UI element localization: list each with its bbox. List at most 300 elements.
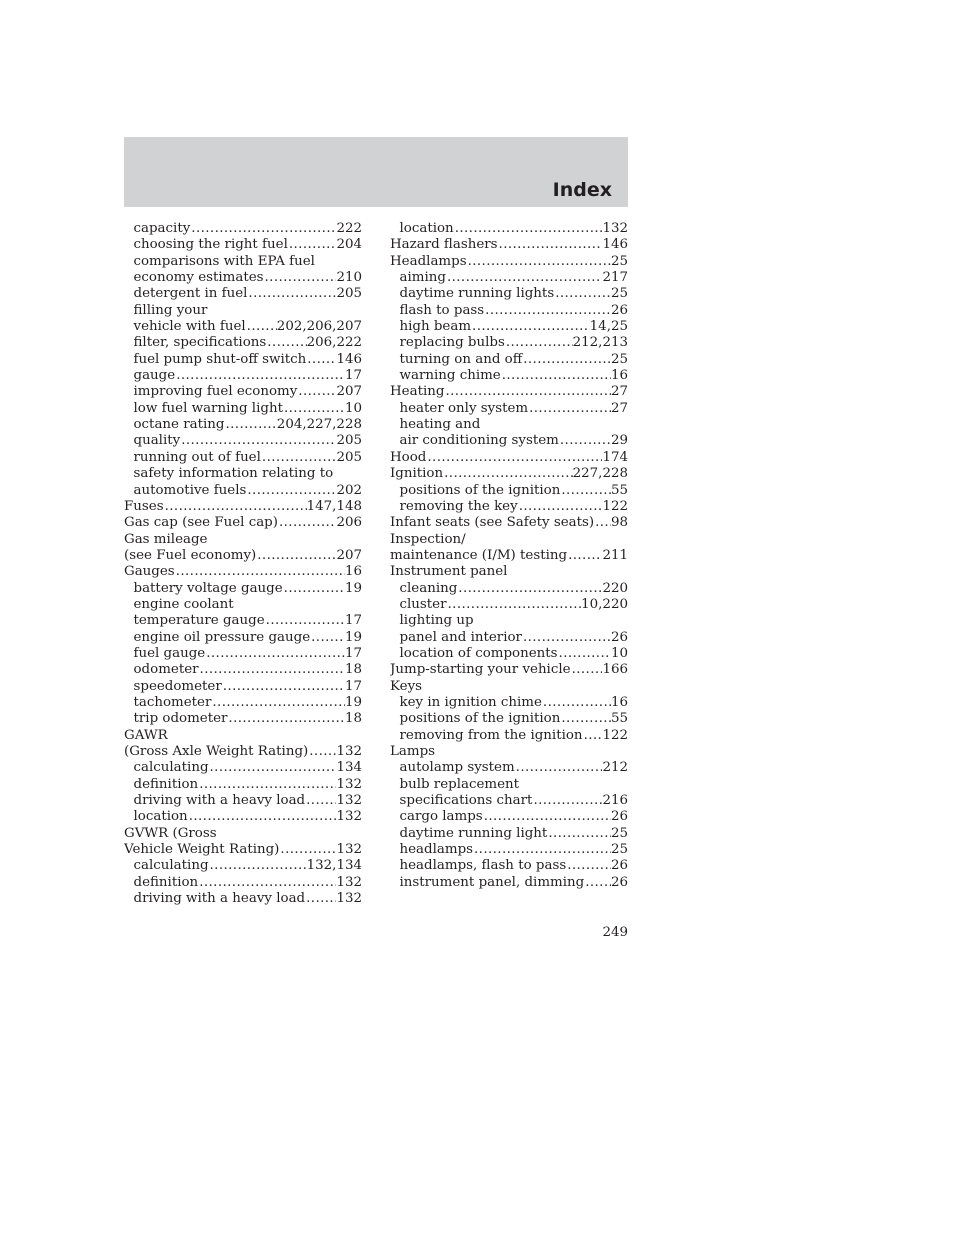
dot-leader bbox=[261, 450, 337, 466]
dot-leader bbox=[190, 221, 336, 237]
entry-term: (Gross Axle Weight Rating) bbox=[124, 744, 309, 759]
entry-term: air conditioning system bbox=[399, 433, 559, 449]
entry-term: maintenance (I/M) testing bbox=[390, 547, 568, 563]
entry-page-refs: 147,148 bbox=[306, 498, 362, 514]
entry-term: Keys bbox=[390, 678, 423, 694]
entry-term: key in ignition chime bbox=[399, 694, 542, 710]
entry-term: positions of the ignition bbox=[399, 482, 561, 498]
index-entry bbox=[390, 450, 628, 466]
index-subentry bbox=[124, 335, 362, 351]
entry-page-refs: 10,220 bbox=[581, 596, 628, 612]
entry-term: economy estimates bbox=[133, 270, 264, 286]
entry-term: calculating bbox=[133, 858, 209, 874]
dot-leader bbox=[175, 564, 345, 580]
section-title: Index bbox=[552, 179, 612, 201]
dot-leader bbox=[547, 826, 611, 842]
entry-term: cluster bbox=[399, 596, 447, 612]
index-subentry bbox=[124, 662, 362, 678]
index-subentry bbox=[124, 417, 362, 433]
index-entry bbox=[390, 679, 628, 695]
entry-term: quality bbox=[133, 433, 181, 449]
entry-page-refs: 19 bbox=[344, 629, 362, 645]
dot-leader bbox=[501, 368, 611, 384]
entry-page-refs: 212,213 bbox=[572, 335, 628, 351]
index-subentry bbox=[124, 483, 362, 499]
entry-term: heating and bbox=[399, 417, 481, 433]
entry-term: aiming bbox=[399, 270, 446, 286]
entry-page-refs: 25 bbox=[610, 842, 628, 858]
entry-page-refs: 202 bbox=[336, 482, 362, 498]
dot-leader bbox=[288, 237, 337, 253]
entry-term: detergent in fuel bbox=[133, 286, 248, 302]
entry-term: positions of the ignition bbox=[399, 711, 561, 727]
entry-term: Gas cap (see Fuel cap) bbox=[124, 515, 278, 531]
index-subentry bbox=[124, 433, 362, 449]
dot-leader bbox=[308, 744, 336, 760]
entry-term: driving with a heavy load bbox=[133, 891, 306, 907]
entry-term: odometer bbox=[133, 662, 199, 678]
dot-leader bbox=[222, 679, 345, 695]
entry-page-refs: 132 bbox=[336, 744, 362, 759]
dot-leader bbox=[560, 483, 611, 499]
section-header-bar bbox=[124, 137, 628, 207]
index-entry bbox=[124, 826, 362, 842]
dot-leader bbox=[528, 401, 611, 417]
index-entry bbox=[390, 532, 628, 548]
entry-page-refs: 98 bbox=[610, 515, 628, 531]
entry-page-refs: 25 bbox=[610, 253, 628, 269]
dot-leader bbox=[278, 515, 336, 531]
dot-leader bbox=[566, 858, 611, 874]
entry-term: gauge bbox=[133, 368, 176, 384]
index-subentry bbox=[124, 630, 362, 646]
index-subentry bbox=[124, 401, 362, 417]
entry-page-refs: 205 bbox=[336, 449, 362, 465]
entry-page-refs: 17 bbox=[344, 645, 362, 661]
entry-page-refs: 26 bbox=[610, 874, 628, 890]
entry-term: low fuel warning light bbox=[133, 400, 283, 416]
dot-leader bbox=[297, 384, 336, 400]
entry-term: speedometer bbox=[133, 678, 222, 694]
dot-leader bbox=[471, 319, 590, 335]
dot-leader bbox=[554, 286, 611, 302]
entry-term: Jump-starting your vehicle bbox=[390, 662, 571, 678]
entry-page-refs: 132 bbox=[336, 793, 362, 809]
dot-leader bbox=[227, 711, 345, 727]
entry-term: engine coolant bbox=[133, 596, 234, 612]
index-subentry bbox=[124, 254, 362, 270]
index-subentry bbox=[390, 433, 628, 449]
entry-page-refs: 204,227,228 bbox=[276, 417, 362, 433]
entry-term: filter, specifications bbox=[133, 335, 267, 351]
dot-leader bbox=[443, 466, 573, 482]
index-entry bbox=[390, 515, 628, 531]
index-subentry bbox=[390, 303, 628, 319]
index-subentry bbox=[390, 809, 628, 825]
index-subentry bbox=[124, 581, 362, 597]
entry-term: instrument panel, dimming bbox=[399, 874, 585, 890]
entry-term: lighting up bbox=[399, 613, 474, 629]
entry-term: safety information relating to bbox=[133, 466, 334, 482]
index-subentry bbox=[390, 270, 628, 286]
dot-leader bbox=[264, 270, 337, 286]
index-subentry bbox=[124, 793, 362, 809]
entry-term: fuel gauge bbox=[133, 645, 206, 661]
entry-page-refs: 18 bbox=[344, 711, 362, 727]
dot-leader bbox=[306, 352, 336, 368]
entry-term: location bbox=[399, 221, 454, 236]
entry-term: removing from the ignition bbox=[399, 727, 583, 743]
dot-leader bbox=[209, 760, 337, 776]
entry-term: headlamps, flash to pass bbox=[399, 858, 567, 874]
entry-term: Hood bbox=[390, 449, 427, 465]
index-subentry bbox=[390, 499, 628, 515]
index-subentry bbox=[390, 826, 628, 842]
index-subentry bbox=[124, 711, 362, 727]
entry-page-refs: 166 bbox=[602, 662, 628, 678]
entry-term: location bbox=[133, 809, 188, 825]
entry-page-refs: 146 bbox=[336, 351, 362, 367]
entry-page-refs: 132 bbox=[336, 809, 362, 825]
entry-term: Vehicle Weight Rating) bbox=[124, 842, 280, 858]
entry-term: heater only system bbox=[399, 400, 529, 416]
entry-page-refs: 216 bbox=[602, 793, 628, 809]
index-subentry bbox=[124, 646, 362, 662]
index-entry bbox=[124, 532, 362, 548]
entry-page-refs: 227,228 bbox=[572, 466, 628, 482]
index-subentry bbox=[124, 760, 362, 776]
entry-term: cargo lamps bbox=[399, 809, 483, 825]
entry-term: Lamps bbox=[390, 744, 436, 759]
dot-leader bbox=[483, 809, 611, 825]
entry-term: (see Fuel economy) bbox=[124, 547, 257, 563]
dot-leader bbox=[505, 335, 573, 351]
index-entry bbox=[390, 744, 628, 760]
entry-page-refs: 55 bbox=[610, 711, 628, 727]
entry-term: temperature gauge bbox=[133, 613, 265, 629]
index-subentry bbox=[390, 842, 628, 858]
entry-page-refs: 14,25 bbox=[589, 319, 628, 335]
dot-leader bbox=[305, 793, 336, 809]
entry-term: replacing bulbs bbox=[399, 335, 505, 351]
index-subentry bbox=[390, 417, 628, 433]
entry-page-refs: 205 bbox=[336, 433, 362, 449]
index-subentry bbox=[124, 384, 362, 400]
dot-leader bbox=[175, 368, 345, 384]
index-subentry bbox=[124, 695, 362, 711]
entry-term: tachometer bbox=[133, 694, 212, 710]
entry-page-refs: 16 bbox=[610, 694, 628, 710]
entry-term: calculating bbox=[133, 760, 209, 776]
index-subentry bbox=[124, 319, 362, 335]
dot-leader bbox=[457, 581, 602, 597]
index-subentry bbox=[390, 221, 628, 237]
index-subentry bbox=[124, 679, 362, 695]
index-entry bbox=[390, 384, 628, 400]
dot-leader bbox=[583, 728, 603, 744]
entry-term: headlamps bbox=[399, 842, 474, 858]
index-subentry bbox=[124, 450, 362, 466]
entry-page-refs: 27 bbox=[610, 400, 628, 416]
entry-term: warning chime bbox=[399, 368, 501, 384]
index-subentry bbox=[390, 352, 628, 368]
index-subentry bbox=[124, 237, 362, 253]
entry-term: Ignition bbox=[390, 466, 444, 482]
entry-page-refs: 25 bbox=[610, 286, 628, 302]
entry-page-refs: 29 bbox=[610, 433, 628, 449]
index-subentry bbox=[390, 401, 628, 417]
entry-page-refs: 122 bbox=[602, 498, 628, 514]
entry-page-refs: 206 bbox=[336, 515, 362, 531]
index-subentry bbox=[390, 793, 628, 809]
index-entry bbox=[390, 254, 628, 270]
dot-leader bbox=[446, 270, 602, 286]
entry-term: engine oil pressure gauge bbox=[133, 629, 311, 645]
index-subentry bbox=[124, 352, 362, 368]
index-subentry bbox=[390, 858, 628, 874]
entry-term: high beam bbox=[399, 319, 472, 335]
index-subentry bbox=[390, 695, 628, 711]
entry-term: driving with a heavy load bbox=[133, 793, 306, 809]
dot-leader bbox=[265, 613, 345, 629]
entry-page-refs: 220 bbox=[602, 580, 628, 596]
entry-term: bulb replacement bbox=[399, 776, 520, 792]
index-subentry bbox=[124, 891, 362, 907]
index-entry bbox=[124, 842, 362, 858]
entry-term: vehicle with fuel bbox=[133, 319, 246, 335]
entry-page-refs: 17 bbox=[344, 678, 362, 694]
index-entry bbox=[124, 728, 362, 744]
entry-page-refs: 207 bbox=[336, 547, 362, 563]
entry-term: cleaning bbox=[399, 580, 458, 596]
entry-page-refs: 202,206,207 bbox=[276, 319, 362, 335]
entry-term: Headlamps bbox=[390, 253, 467, 269]
dot-leader bbox=[454, 221, 603, 237]
index-entry bbox=[390, 237, 628, 253]
entry-page-refs: 19 bbox=[344, 580, 362, 596]
dot-leader bbox=[283, 581, 345, 597]
dot-leader bbox=[199, 662, 345, 678]
dot-leader bbox=[571, 662, 603, 678]
entry-term: fuel pump shut-off switch bbox=[133, 351, 307, 367]
entry-page-refs: 132 bbox=[336, 776, 362, 792]
index-subentry bbox=[124, 777, 362, 793]
entry-page-refs: 222 bbox=[336, 221, 362, 236]
entry-term: Instrument panel bbox=[390, 564, 508, 580]
entry-term: turning on and off bbox=[399, 351, 523, 367]
index-entry bbox=[124, 548, 362, 564]
index-subentry bbox=[390, 646, 628, 662]
dot-leader bbox=[211, 695, 345, 711]
index-subentry bbox=[124, 303, 362, 319]
entry-term: flash to pass bbox=[399, 302, 485, 318]
dot-leader bbox=[310, 630, 345, 646]
entry-term: autolamp system bbox=[399, 760, 515, 776]
entry-page-refs: 25 bbox=[610, 351, 628, 367]
entry-page-refs: 26 bbox=[610, 629, 628, 645]
dot-leader bbox=[584, 875, 611, 891]
entry-term: capacity bbox=[133, 221, 191, 236]
entry-page-refs: 122 bbox=[602, 727, 628, 743]
entry-term: filling your bbox=[133, 302, 208, 318]
index-subentry bbox=[124, 809, 362, 825]
entry-page-refs: 132 bbox=[602, 221, 628, 236]
entry-term: Gauges bbox=[124, 564, 175, 580]
dot-leader bbox=[518, 499, 603, 515]
entry-page-refs: 174 bbox=[602, 449, 628, 465]
index-subentry bbox=[390, 319, 628, 335]
entry-page-refs: 217 bbox=[602, 270, 628, 286]
entry-page-refs: 210 bbox=[336, 270, 362, 286]
entry-term: automotive fuels bbox=[133, 482, 247, 498]
index-subentry bbox=[124, 466, 362, 482]
index-subentry bbox=[390, 597, 628, 613]
entry-page-refs: 212 bbox=[602, 760, 628, 776]
index-subentry bbox=[124, 858, 362, 874]
entry-term: GVWR (Gross bbox=[124, 825, 217, 841]
dot-leader bbox=[246, 483, 336, 499]
index-entry bbox=[390, 548, 628, 564]
entry-page-refs: 18 bbox=[344, 662, 362, 678]
entry-term: Gas mileage bbox=[124, 531, 208, 547]
index-subentry bbox=[390, 728, 628, 744]
entry-term: specifications chart bbox=[399, 793, 533, 809]
entry-term: definition bbox=[133, 776, 199, 792]
entry-page-refs: 17 bbox=[344, 368, 362, 384]
index-column-left bbox=[124, 221, 362, 907]
entry-term: Infant seats (see Safety seats) bbox=[390, 515, 595, 531]
dot-leader bbox=[205, 646, 345, 662]
entry-page-refs: 204 bbox=[336, 237, 362, 253]
entry-page-refs: 206,222 bbox=[306, 335, 362, 351]
entry-term: definition bbox=[133, 874, 199, 890]
entry-page-refs: 132 bbox=[336, 874, 362, 890]
entry-term: daytime running lights bbox=[399, 286, 555, 302]
index-subentry bbox=[390, 630, 628, 646]
index-entry bbox=[124, 744, 362, 760]
index-subentry bbox=[390, 875, 628, 891]
entry-page-refs: 55 bbox=[610, 482, 628, 498]
index-column-right bbox=[390, 221, 628, 891]
entry-page-refs: 26 bbox=[610, 858, 628, 874]
index-subentry bbox=[390, 581, 628, 597]
index-subentry bbox=[390, 483, 628, 499]
entry-term: location of components bbox=[399, 645, 558, 661]
entry-term: Inspection/ bbox=[390, 531, 466, 547]
entry-page-refs: 132,134 bbox=[306, 858, 362, 874]
index-subentry bbox=[390, 760, 628, 776]
index-subentry bbox=[124, 270, 362, 286]
entry-page-refs: 134 bbox=[336, 760, 362, 776]
entry-term: comparisons with EPA fuel bbox=[133, 253, 315, 269]
dot-leader bbox=[444, 384, 611, 400]
dot-leader bbox=[542, 695, 611, 711]
index-subentry bbox=[124, 597, 362, 613]
index-subentry bbox=[390, 613, 628, 629]
entry-term: Hazard flashers bbox=[390, 237, 498, 253]
dot-leader bbox=[256, 548, 336, 564]
dot-leader bbox=[559, 433, 611, 449]
entry-term: Heating bbox=[390, 384, 445, 400]
dot-leader bbox=[426, 450, 602, 466]
index-subentry bbox=[124, 613, 362, 629]
index-subentry bbox=[124, 875, 362, 891]
dot-leader bbox=[558, 646, 611, 662]
dot-leader bbox=[522, 352, 611, 368]
entry-term: Fuses bbox=[124, 498, 164, 514]
dot-leader bbox=[447, 597, 582, 613]
dot-leader bbox=[283, 401, 345, 417]
entry-term: trip odometer bbox=[133, 711, 228, 727]
index-entry bbox=[390, 466, 628, 482]
entry-page-refs: 146 bbox=[602, 237, 628, 253]
dot-leader bbox=[522, 630, 611, 646]
dot-leader bbox=[473, 842, 611, 858]
entry-term: choosing the right fuel bbox=[133, 237, 288, 253]
dot-leader bbox=[567, 548, 602, 564]
entry-term: improving fuel economy bbox=[133, 384, 298, 400]
entry-page-refs: 16 bbox=[344, 564, 362, 580]
index-subentry bbox=[390, 335, 628, 351]
entry-term: battery voltage gauge bbox=[133, 580, 283, 596]
entry-page-refs: 27 bbox=[610, 384, 628, 400]
entry-term: running out of fuel bbox=[133, 449, 261, 465]
dot-leader bbox=[305, 891, 336, 907]
dot-leader bbox=[266, 335, 306, 351]
index-entry bbox=[124, 515, 362, 531]
dot-leader bbox=[164, 499, 307, 515]
dot-leader bbox=[246, 319, 277, 335]
dot-leader bbox=[209, 858, 307, 874]
entry-page-refs: 205 bbox=[336, 286, 362, 302]
dot-leader bbox=[188, 809, 337, 825]
entry-page-refs: 16 bbox=[610, 368, 628, 384]
dot-leader bbox=[224, 417, 276, 433]
dot-leader bbox=[515, 760, 603, 776]
entry-page-refs: 10 bbox=[344, 400, 362, 416]
dot-leader bbox=[279, 842, 336, 858]
entry-term: daytime running light bbox=[399, 825, 548, 841]
entry-page-refs: 132 bbox=[336, 842, 362, 858]
index-entry bbox=[124, 564, 362, 580]
index-entry bbox=[124, 499, 362, 515]
dot-leader bbox=[594, 515, 611, 531]
entry-page-refs: 10 bbox=[610, 645, 628, 661]
entry-term: octane rating bbox=[133, 417, 225, 433]
index-subentry bbox=[124, 368, 362, 384]
dot-leader bbox=[247, 286, 336, 302]
dot-leader bbox=[484, 303, 611, 319]
dot-leader bbox=[560, 711, 611, 727]
entry-page-refs: 26 bbox=[610, 302, 628, 318]
entry-page-refs: 211 bbox=[602, 547, 628, 563]
dot-leader bbox=[180, 433, 336, 449]
entry-page-refs: 25 bbox=[610, 825, 628, 841]
index-subentry bbox=[390, 711, 628, 727]
index-entry bbox=[390, 564, 628, 580]
index-subentry bbox=[124, 221, 362, 237]
index-subentry bbox=[390, 286, 628, 302]
entry-page-refs: 19 bbox=[344, 694, 362, 710]
dot-leader bbox=[467, 254, 611, 270]
index-subentry bbox=[390, 368, 628, 384]
index-subentry bbox=[390, 777, 628, 793]
entry-page-refs: 26 bbox=[610, 809, 628, 825]
entry-page-refs: 207 bbox=[336, 384, 362, 400]
page-number: 249 bbox=[602, 925, 628, 940]
entry-page-refs: 17 bbox=[344, 613, 362, 629]
dot-leader bbox=[198, 875, 336, 891]
